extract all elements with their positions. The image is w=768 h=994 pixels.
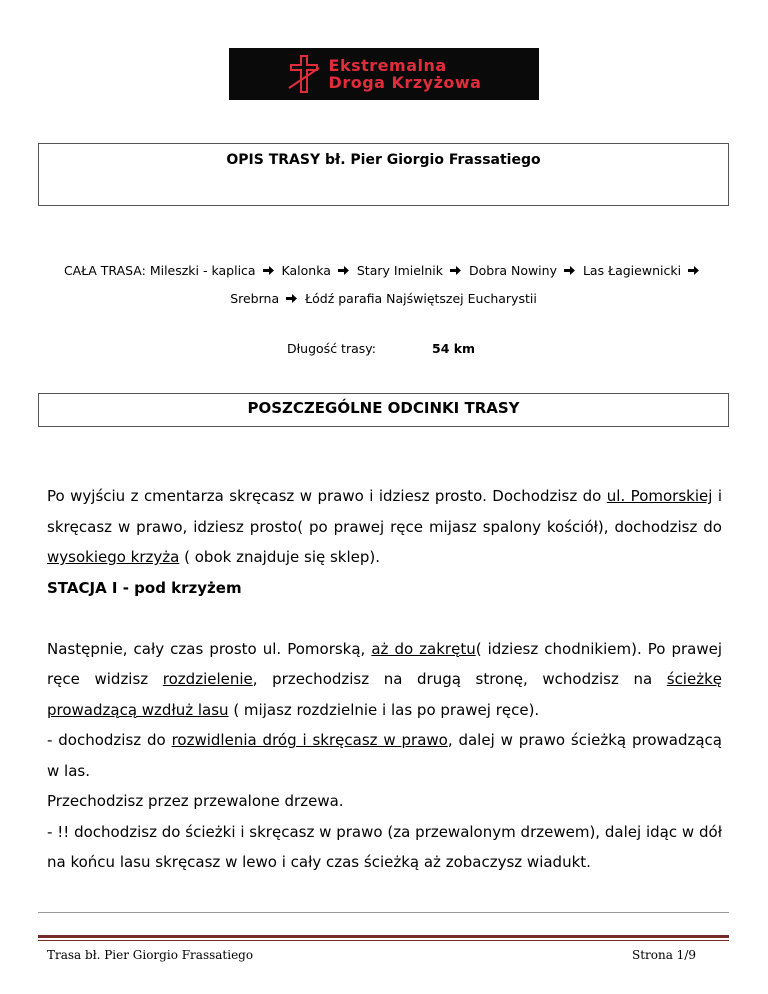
route-stop: Łódź parafia Najświętszej Eucharystii — [305, 291, 537, 306]
title-box — [38, 143, 729, 206]
text: , dalej w prawo ścieżką prowadzącą w las. — [47, 731, 722, 780]
divider — [38, 912, 729, 913]
underlined-text: rozdzielenie — [162, 670, 253, 688]
route-stop: Stary Imielnik — [356, 263, 444, 278]
spacer — [47, 603, 722, 634]
route-stop: Las Łagiewnicki — [582, 263, 682, 278]
route-description — [47, 481, 722, 878]
right-arrow-icon — [263, 266, 274, 275]
right-arrow-icon — [564, 266, 575, 275]
underlined-text: wysokiego krzyża — [47, 548, 180, 566]
length-value: 54 km — [432, 341, 476, 356]
route-prefix: CAŁA TRASA: Mileszki - kaplica — [63, 263, 256, 278]
right-arrow-icon — [338, 266, 349, 275]
route-summary — [38, 257, 729, 313]
footer-rule-thin — [38, 940, 729, 941]
text: Następnie, cały czas prosto ul. Pomorską, — [47, 639, 372, 658]
route-stop: Kalonka — [281, 263, 331, 278]
paragraph — [47, 725, 722, 786]
text: ( mijasz rozdzielnie i las po prawej ręce). — [228, 700, 540, 719]
text: , przechodzisz na drugą stronę, wchodzisz na — [252, 670, 667, 688]
paragraph: - !! dochodzisz do ścieżki i skręcasz w prawo (za przewalonym drzewem), dalej idąc w dół na końcu lasu skręcasz w lewo i cały czas ścieżką aż zobaczysz wiadukt. — [47, 822, 722, 871]
text: - dochodzisz do — [47, 731, 172, 749]
right-arrow-icon — [688, 266, 699, 275]
text: ( idziesz chodnikiem). Po prawej ręce widzisz — [47, 639, 722, 688]
station-heading: STACJA I - pod krzyżem — [47, 578, 242, 597]
right-arrow-icon — [450, 266, 461, 275]
route-stop: Dobra Nowiny — [468, 263, 557, 278]
length-label: Długość trasy: — [287, 341, 376, 356]
cross-logo-icon — [287, 54, 321, 94]
paragraph — [47, 481, 722, 573]
text: Po wyjściu z cmentarza skręcasz w prawo i idziesz prosto. Dochodzisz do — [47, 487, 607, 505]
underlined-text: rozwidlenia dróg i skręcasz w prawo — [171, 731, 448, 749]
paragraph: Przechodzisz przez przewalone drzewa. — [47, 792, 344, 810]
right-arrow-icon — [286, 294, 297, 303]
paragraph — [47, 634, 722, 726]
underlined-text: ścieżkę prowadzącą wzdłuż lasu — [47, 670, 722, 719]
logo-line-2: Droga Krzyżowa — [328, 73, 482, 92]
page-number: Strona 1/9 — [631, 948, 696, 962]
underlined-text: ul. Pomorskiej — [606, 487, 713, 505]
footer-rule — [38, 935, 729, 938]
sections-box — [38, 393, 729, 427]
sections-heading: POSZCZEGÓLNE ODCINKI TRASY — [247, 399, 520, 417]
route-stop: Srebrna — [230, 291, 280, 306]
underlined-text: aż do zakrętu — [371, 639, 476, 658]
text: i skręcasz w prawo, idziesz prosto( po prawej ręce mijasz spalony kościół), dochodzisz do — [47, 487, 723, 536]
footer-title: Trasa bł. Pier Giorgio Frassatiego — [47, 948, 254, 962]
page-title: OPIS TRASY bł. Pier Giorgio Frassatiego — [226, 152, 541, 168]
logo-line-1: Ekstremalna — [328, 56, 447, 75]
text: ( obok znajduje się sklep). — [179, 548, 381, 566]
logo — [229, 48, 539, 100]
